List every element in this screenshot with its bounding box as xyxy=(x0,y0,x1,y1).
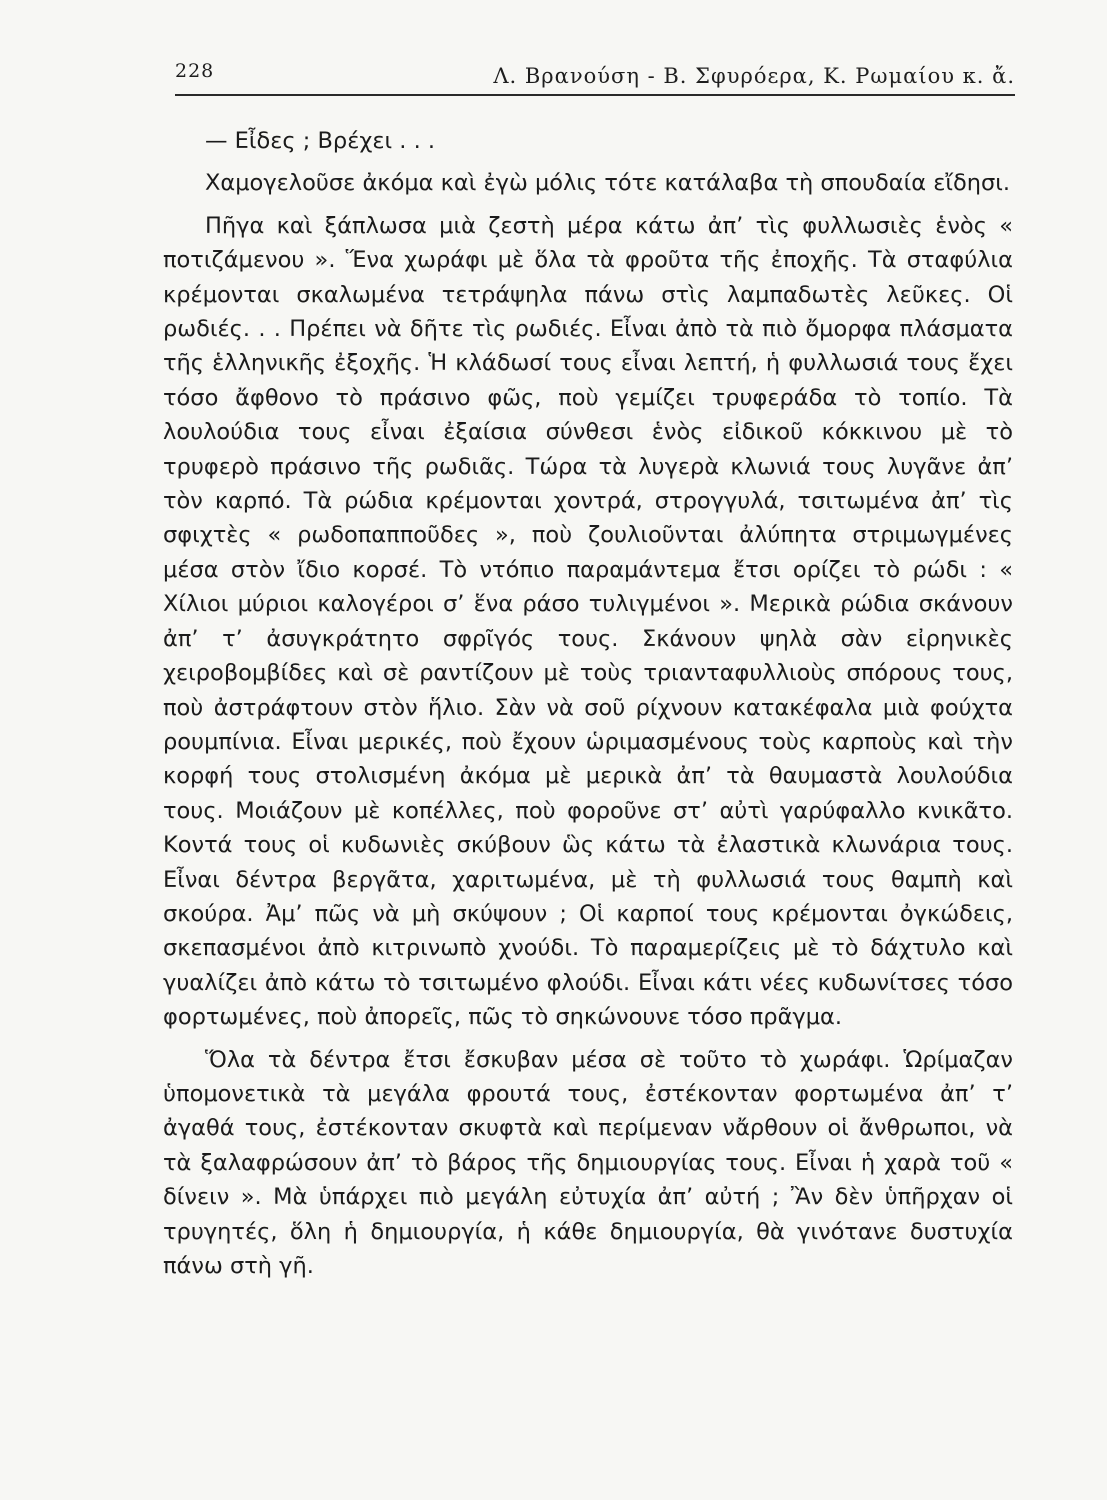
paragraph-smile: Χαμογελοῦσε ἀκόμα καὶ ἐγὼ μόλις τότε κατάλαβα τὴ σπουδαία εἴδησι. xyxy=(205,170,1011,197)
paragraph-dialogue: — Εἶδες ; Βρέχει . . . xyxy=(205,128,436,154)
running-title: Λ. Βρανούση - Β. Σφυρόερα, Κ. Ρωμαίου κ. ἄ. xyxy=(493,64,1015,88)
paragraph-orchard: Πῆγα καὶ ξάπλωσα μιὰ ζεστὴ μέρα κάτω ἀπ’ τὶς φυλλωσιὲς ἑνὸς « ποτιζάμενου ». Ἕνα χωράφι μὲ ὅλα τὰ φροῦτα τῆς ἐποχῆς. Τὰ σταφύλια κρέμονται σκαλωμένα τετράψηλα πάνω στὶς λαμπαδωτὲς λεῦκες. Οἱ ρωδιές. . . Πρέπει νὰ δῆτε τὶς ρωδιές. Εἶναι ἀπὸ τὰ πιὸ ὄμορφα πλάσματα τῆς ἑλληνικῆς ἐξοχῆς. Ἡ κλάδωσί τους εἶναι λεπτή, ἡ φυλλωσιά τους ἔχει τόσο ἄφθονο τὸ πράσινο φῶς, ποὺ γεμίζει τρυφεράδα τὸ τοπίο. Τὰ λουλούδια τους εἶναι ἐξαίσια σύνθεσι ἑνὸς εἰδικοῦ κόκκινου μὲ τὸ τρυφερὸ πράσινο τῆς ρωδιᾶς. Τώρα τὰ λυγερὰ κλωνιά τους λυγᾶνε ἀπ’ τὸν καρπό. Τὰ ρώδια κρέμονται χοντρά, στρογγυλά, τσιτωμένα ἀπ’ τὶς σφιχτὲς « ρωδοπαπποῦδες », ποὺ ζουλιοῦνται ἀλύπητα στριμωγμένες μέσα στὸν ἴδιο κορσέ. Τὸ ντόπιο παραμάντεμα ἔτσι ορίζει τὸ ρώδι : « Χίλιοι μύριοι καλογέροι σ’ ἕνα ράσο τυλιγμένοι ». Μερικὰ ρώδια σκάνουν ἀπ’ τ’ ἀσυγκράτητο σφρῖγός τους. Σκάνουν ψηλὰ σὰν εἰρηνικὲς χειροβομβίδες καὶ σὲ ραντίζουν μὲ τοὺς τριανταφυλλιοὺς σπόρους τους, ποὺ ἀστράφτουν στὸν ἥλιο. Σὰν νὰ σοῦ ρίχνουν κατακέφαλα μιὰ φούχτα ρουμπίνια. Εἶναι μερικές, ποὺ ἔχουν ὡριμασμένους τοὺς καρποὺς καὶ τὴν κορφή τους στολισμένη ἀκόμα μὲ μερικὰ ἀπ’ τὰ θαυμαστὰ λουλούδια τους. Μοιάζουν μὲ κοπέλλες, ποὺ φοροῦνε στ’ αὐτὶ γαρύφαλλο κνικᾶτο. Κοντά τους οἱ κυδωνιὲς σκύβουν ὣς κάτω τὰ ἐλαστικὰ κλωνάρια τους. Εἶναι δέντρα βεργᾶτα, χαριτωμένα, μὲ τὴ φυλλωσιά τους θαμπὴ καὶ σκούρα. Ἀμ’ πῶς νὰ μὴ σκύψουν ; Οἱ καρποί τους κρέμονται ὀγκώδεις, σκεπασμένοι ἀπὸ κιτρινωπὸ χνούδι. Τὸ παραμερίζεις μὲ τὸ δάχτυλο καὶ γυαλίζει ἀπὸ κάτω τὸ τσιτωμένο φλούδι. Εἶναι κάτι νέες κυδωνίτσες τόσο φορτωμένες, ποὺ ἀπορεῖς, πῶς τὸ σηκώνουνε τόσο πρᾶγμα. xyxy=(163,212,1013,1031)
page-number: 228 xyxy=(175,60,215,82)
page-header xyxy=(175,60,1015,96)
paragraph-trees-bending: Ὅλα τὰ δέντρα ἔτσι ἔσκυβαν μέσα σὲ τοῦτο τὸ χωράφι. Ὡρίμαζαν ὑπομονετικὰ τὰ μεγάλα φρουτά τους, ἐστέκονταν φορτωμένα ἀπ’ τ’ ἀγαθά τους, ἐστέκονταν σκυφτὰ καὶ περίμεναν νἄρθουν οἱ ἄνθρωποι, νὰ τὰ ξαλαφρώσουν ἀπ’ τὸ βάρος τῆς δημιουργίας τους. Εἶναι ἡ χαρὰ τοῦ « δίνειν ». Μὰ ὑπάρχει πιὸ μεγάλη εὐτυχία ἀπ’ αὐτή ; Ἂν δὲν ὑπῆρχαν οἱ τρυγητές, ὅλη ἡ δημιουργία, ἡ κάθε δημιουργία, θὰ γινότανε δυστυχία πάνω στὴ γῆ. xyxy=(163,1046,1013,1279)
body-text xyxy=(163,124,1013,1283)
